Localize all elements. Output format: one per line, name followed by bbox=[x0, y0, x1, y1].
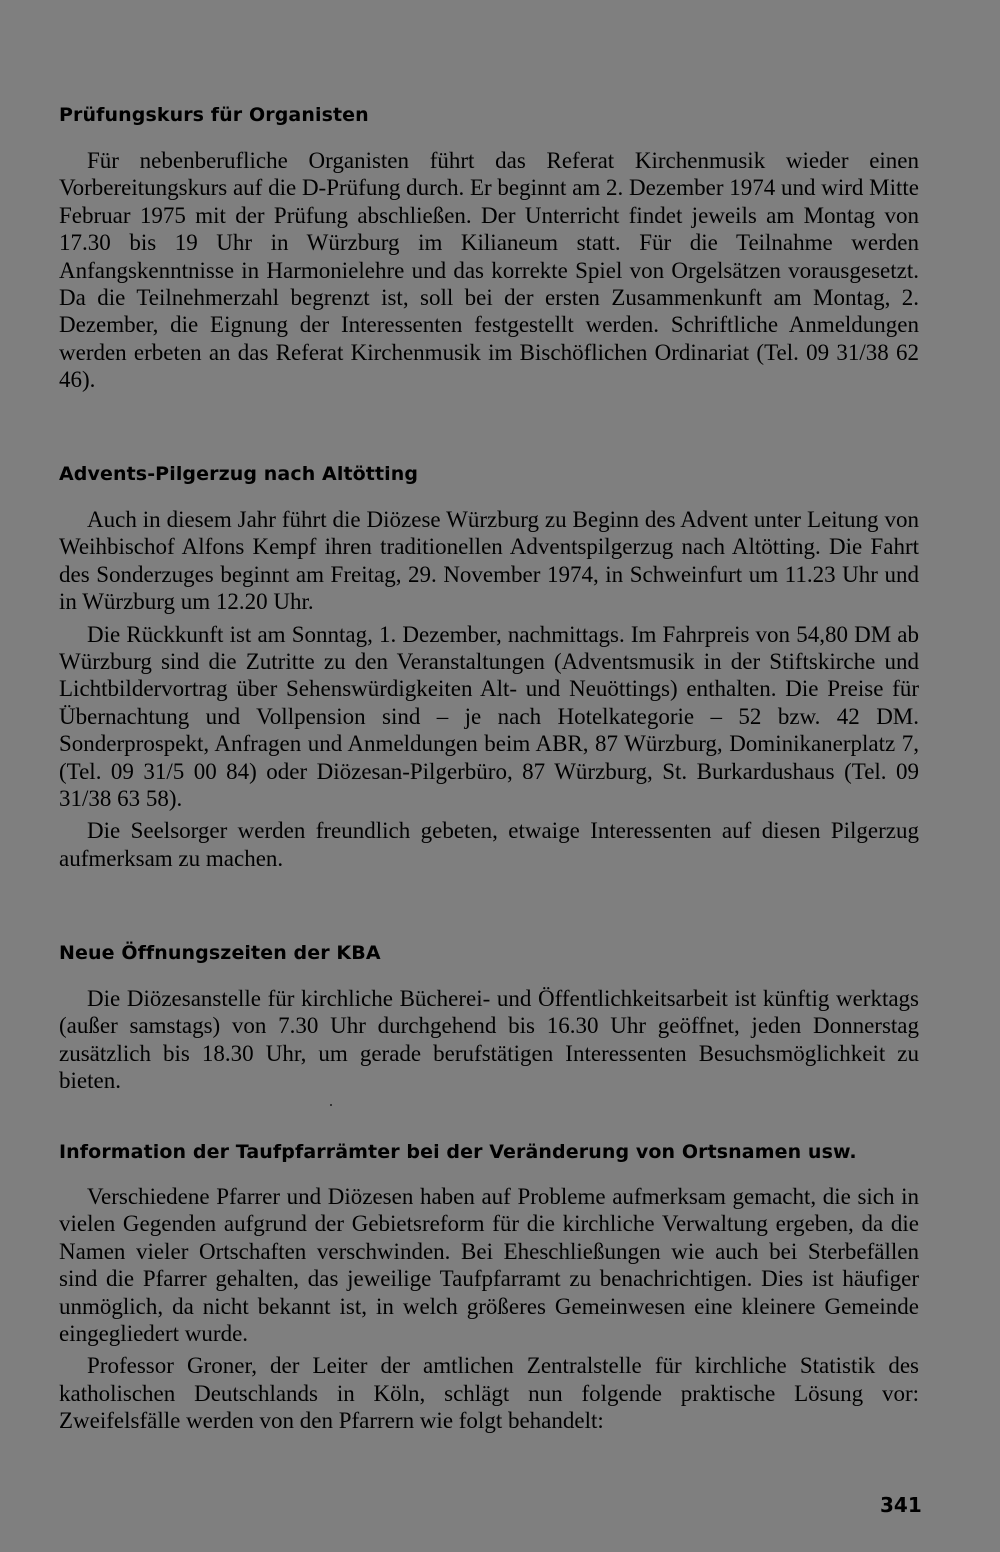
section-advents-pilgerzug bbox=[59, 462, 919, 872]
paragraph: Die Rückkunft ist am Sonntag, 1. Dezember, nachmittags. Im Fahrpreis von 54,80 DM ab Würzburg sind die Zutritte zu den Veranstaltungen (Adventsmusik in der Stiftskirche und Lichtbildervortrag über Sehenswürdigkeiten Alt- und Neuöttings) enthalten. Die Preise für Übernachtung und Vollpension sind – je nach Hotelkategorie – 52 bzw. 42 DM. Sonderprospekt, Anfragen und Anmeldungen beim ABR, 87 Würzburg, Dominikanerplatz 7, (Tel. 09 31/5 00 84) oder Diözesan-Pilgerbüro, 87 Würzburg, St. Burkardushaus (Tel. 09 31/38 63 58). bbox=[59, 621, 919, 812]
paragraph: Professor Groner, der Leiter der amtlichen Zentralstelle für kirchliche Statistik des katholischen Deutschlands in Köln, schlägt nun folgende praktische Lösung vor: Zweifelsfälle werden von den Pfarrern wie folgt behandelt: bbox=[59, 1353, 919, 1434]
section-heading: Information der Taufpfarrämter bei der Veränderung von Ortsnamen usw. bbox=[59, 1141, 857, 1163]
section-heading: Prüfungskurs für Organisten bbox=[59, 104, 369, 126]
paragraph: Verschiedene Pfarrer und Diözesen haben auf Probleme aufmerksam gemacht, die sich in vielen Gegenden aufgrund der Gebietsreform für die kirchliche Verwaltung ergeben, da die Namen vieler Ortschaften verschwinden. Bei Eheschließungen wie auch bei Sterbefällen sind die Pfarrer gehalten, das jeweilige Taufpfarramt zu benachrichtigen. Dies ist häufiger unmöglich, da nicht bekannt ist, in welch größeres Gemeinwesen eine kleinere Gemeinde eingegliedert wurde. bbox=[59, 1184, 919, 1347]
page-number: 341 bbox=[880, 1493, 922, 1517]
section-heading: Advents-Pilgerzug nach Altötting bbox=[59, 463, 419, 485]
stray-mark bbox=[330, 1104, 332, 1106]
section-pruefungskurs bbox=[59, 103, 919, 394]
section-taufpfarraemter bbox=[59, 1140, 919, 1435]
paragraph: Für nebenberufliche Organisten führt das Referat Kirchenmusik wieder einen Vorbereitungskurs auf die D-Prüfung durch. Er beginnt am 2. Dezember 1974 und wird Mitte Februar 1975 mit der Prüfung abschließen. Der Unterricht findet jeweils am Montag von 17.30 bis 19 Uhr in Würzburg im Kilianeum statt. Für die Teilnahme werden Anfangskenntnisse in Harmonielehre und das korrekte Spiel von Orgelsätzen vorausgesetzt. Da die Teilnehmerzahl begrenzt ist, soll bei der ersten Zusammenkunft am Montag, 2. Dezember, die Eignung der Interessenten festgestellt werden. Schriftliche Anmeldungen werden erbeten an das Referat Kirchenmusik im Bischöflichen Ordinariat (Tel. 09 31/38 62 46). bbox=[59, 148, 919, 393]
section-heading: Neue Öffnungszeiten der KBA bbox=[59, 942, 381, 964]
section-oeffnungszeiten bbox=[59, 941, 919, 1095]
paragraph: Die Diözesanstelle für kirchliche Bücherei- und Öffentlichkeitsarbeit ist künftig werktags (außer samstags) von 7.30 Uhr durchgehend bis 16.30 Uhr geöffnet, jeden Donnerstag zusätzlich bis 18.30 Uhr, um gerade berufstätigen Interessenten Besuchsmöglichkeit zu bieten. bbox=[59, 986, 919, 1094]
paragraph: Die Seelsorger werden freundlich gebeten, etwaige Interessenten auf diesen Pilgerzug aufmerksam zu machen. bbox=[59, 818, 919, 871]
paragraph: Auch in diesem Jahr führt die Diözese Würzburg zu Beginn des Advent unter Leitung von Weihbischof Alfons Kempf ihren traditionellen Adventspilgerzug nach Altötting. Die Fahrt des Sonderzuges beginnt am Freitag, 29. November 1974, in Schweinfurt um 11.23 Uhr und in Würzburg um 12.20 Uhr. bbox=[59, 507, 919, 615]
